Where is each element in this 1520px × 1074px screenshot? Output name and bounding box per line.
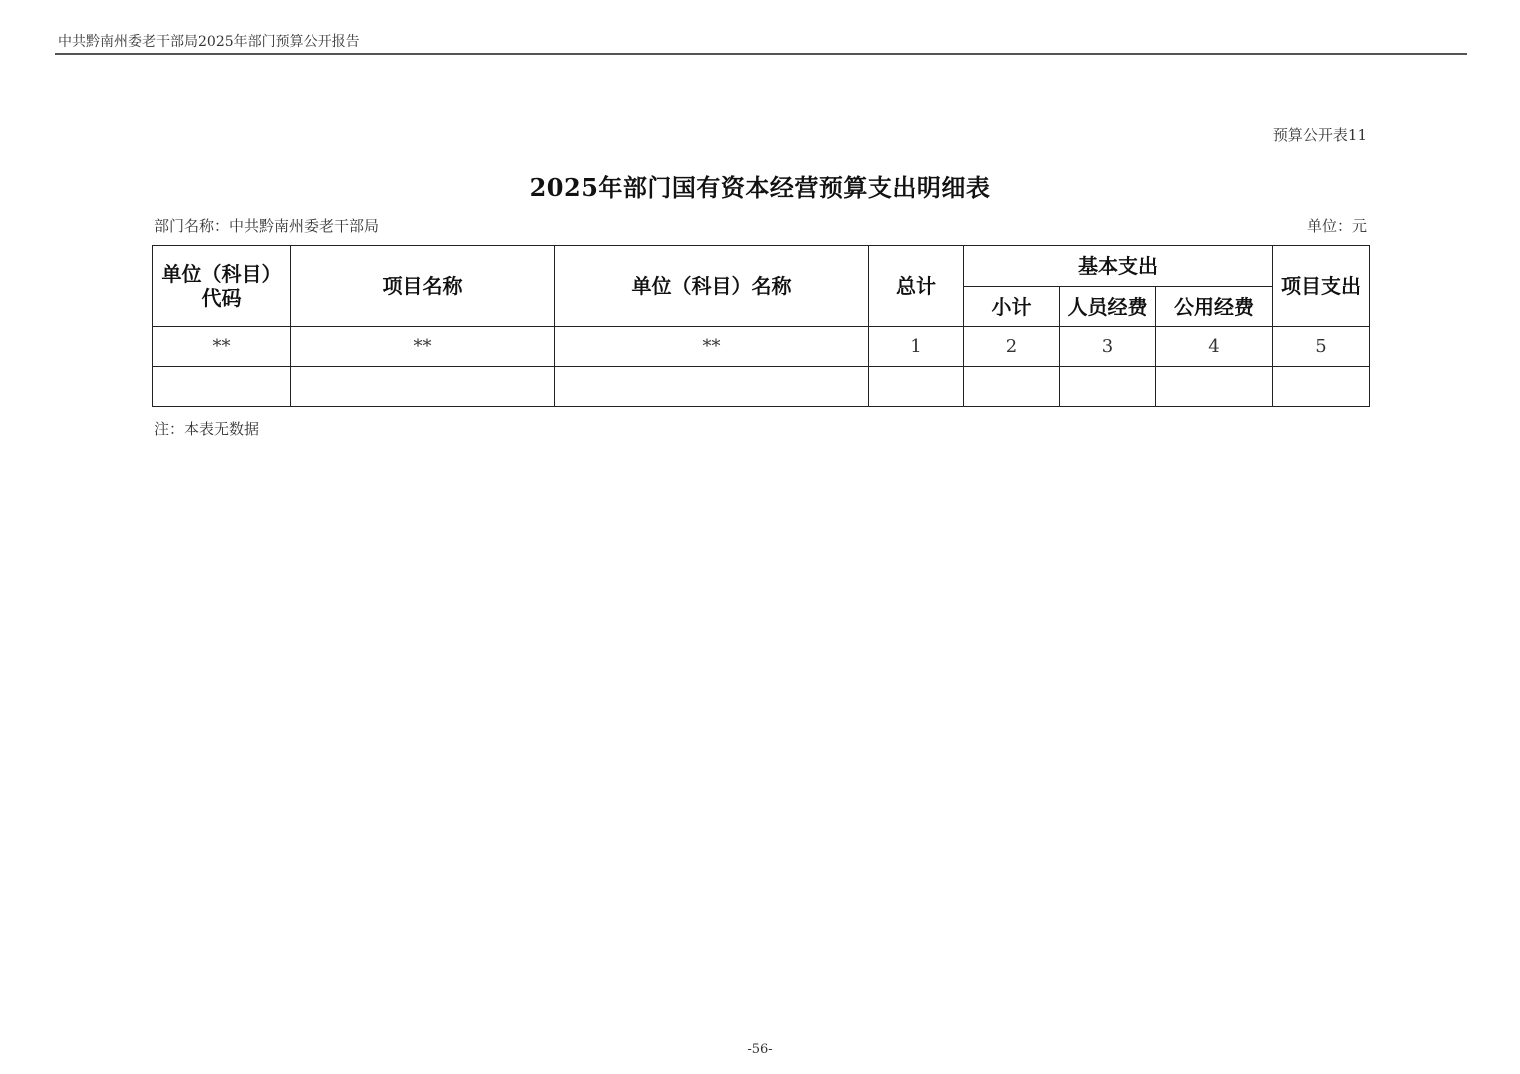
- table-code: 预算公开表11: [1272, 126, 1367, 144]
- table-cell: 3: [1060, 327, 1156, 367]
- header-project-name: 项目名称: [291, 246, 555, 327]
- header-project-expense: 项目支出: [1273, 246, 1370, 327]
- table-cell: [555, 367, 869, 407]
- running-header: 中共黔南州委老干部局2025年部门预算公开报告: [58, 34, 360, 50]
- budget-table: [152, 245, 1370, 407]
- header-subtotal: 小计: [964, 287, 1060, 327]
- header-rule: [55, 53, 1467, 55]
- header-row-1: [153, 246, 1370, 287]
- currency-unit: 单位：元: [1306, 217, 1367, 235]
- header-total: 总计: [869, 246, 964, 327]
- department-name: 部门名称：中共黔南州委老干部局: [154, 217, 380, 235]
- header-code: 单位（科目）代码: [153, 246, 291, 327]
- header-public: 公用经费: [1156, 287, 1273, 327]
- page-number: -56-: [747, 1042, 773, 1057]
- index-row: [153, 327, 1370, 367]
- table-cell: **: [555, 327, 869, 367]
- table-cell: 4: [1156, 327, 1273, 367]
- table-cell: [869, 367, 964, 407]
- table-cell: [1273, 367, 1370, 407]
- header-personnel: 人员经费: [1060, 287, 1156, 327]
- table-cell: [964, 367, 1060, 407]
- table-cell: [1060, 367, 1156, 407]
- table-cell: 2: [964, 327, 1060, 367]
- table-cell: 1: [869, 327, 964, 367]
- table-cell: **: [291, 327, 555, 367]
- header-unit-name: 单位（科目）名称: [555, 246, 869, 327]
- table-cell: [291, 367, 555, 407]
- table-cell: [1156, 367, 1273, 407]
- table-note: 注：本表无数据: [154, 420, 260, 438]
- document-title: 2025年部门国有资本经营预算支出明细表: [529, 173, 991, 202]
- table-row: [153, 367, 1370, 407]
- table-cell: [153, 367, 291, 407]
- header-basic-expense: 基本支出: [964, 246, 1273, 287]
- table-cell: **: [153, 327, 291, 367]
- table-cell: 5: [1273, 327, 1370, 367]
